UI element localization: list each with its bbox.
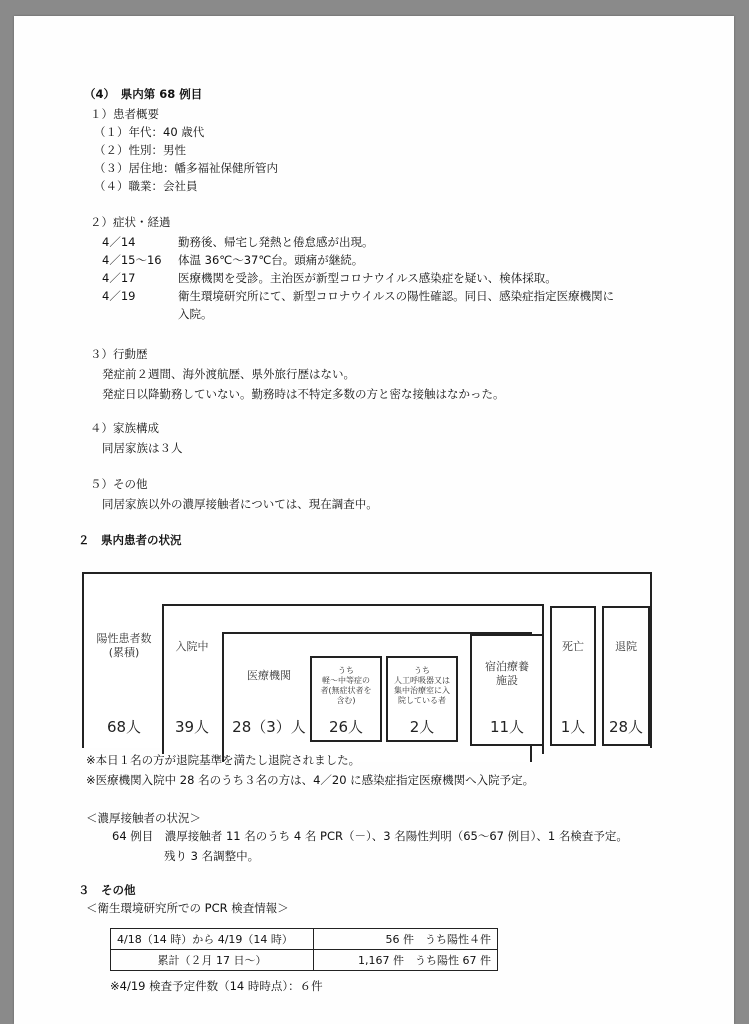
timeline-date: 4／14 [102,235,136,249]
overview-item: （１）年代：40 歳代 [94,125,205,139]
contacts-line: 64 例目 濃厚接触者 11 名のうち 4 名 PCR（－）、3 名陽性判明（65～67 例目）、1 名検査予定。 [112,829,628,843]
severe-label: うち 人工呼吸器又は 集中治療室に入 院している者 [394,666,450,705]
pcr-note: ※4/19 検査予定件数（14 時時点）：６件 [110,979,323,993]
timeline-text: 衛生環境研究所にて、新型コロナウイルスの陽性確認。同日、感染症指定医療機関に [178,289,615,303]
pcr-table [110,928,498,971]
note: ※本日１名の方が退院基準を満たし退院されました。 [86,753,361,767]
overview-title: １）患者概要 [90,107,159,121]
note: ※医療機関入院中 28 名のうち３名の方は、4／20 に感染症指定医療機関へ入院予定。 [86,773,535,787]
mild-value: 26人 [328,718,364,736]
overview-item: （３）居住地：幡多福祉保健所管内 [94,161,278,175]
section3-heading: ３ その他 [78,883,136,897]
discharge-value: 28人 [608,718,644,736]
hosp-value: 39人 [174,718,210,736]
contacts-line: 残り 3 名調整中。 [164,849,260,863]
other-text: 同居家族以外の濃厚接触者については、現在調査中。 [102,497,378,511]
timeline-date: 4／19 [102,289,136,303]
pcr-period: 4/18（14 時）から 4/19（14 時） [111,929,314,950]
timeline-text: 体温 36℃～37℃台。頭痛が継続。 [178,253,364,267]
history-item: 発症前２週間、海外渡航歴、県外旅行歴はない。 [102,367,355,381]
mild-label: うち 軽～中等症の 者(無症状者を 含む) [320,666,372,705]
section2-heading: ２ 県内患者の状況 [78,533,182,547]
pcr-result: 1,167 件 うち陽性 67 件 [314,950,498,971]
med-label: 医療機関 [247,669,291,682]
discharge-label: 退院 [615,640,637,653]
total-label: 陽性患者数 (累積) [96,632,152,659]
death-label: 死亡 [562,640,584,653]
symptoms-title: ２）症状・経過 [90,215,171,229]
hotel-value: 11人 [489,718,525,736]
hotel-label: 宿泊療養 施設 [485,660,529,687]
history-item: 発症日以降勤務していない。勤務時は不特定多数の方と密な接触はなかった。 [102,387,505,401]
timeline-date: 4／17 [102,271,136,285]
contacts-title: ＜濃厚接触者の状況＞ [86,811,201,825]
overview-item: （４）職業：会社員 [94,179,198,193]
other-title: ５）その他 [90,477,148,491]
timeline-text: 医療機関を受診。主治医が新型コロナウイルス感染症を疑い、検体採取。 [178,271,557,285]
family-text: 同居家族は３人 [102,441,183,455]
death-value: 1人 [560,718,586,736]
overview-item: （２）性別：男性 [94,143,186,157]
pcr-period: 累計（２月 17 日～） [111,950,314,971]
case-heading: （4） 県内第 68 例目 [84,87,203,101]
timeline-text-cont: 入院。 [178,307,213,321]
family-title: ４）家族構成 [90,421,159,435]
timeline-text: 勤務後、帰宅し発熱と倦怠感が出現。 [178,235,374,249]
hosp-label: 入院中 [175,640,209,653]
pcr-result: 56 件 うち陽性４件 [314,929,498,950]
med-value: 28（3）人 [232,718,306,736]
total-value: 68人 [106,718,142,736]
table-row [111,950,498,971]
history-title: ３）行動歴 [90,347,148,361]
pcr-subtitle: ＜衛生環境研究所での PCR 検査情報＞ [86,901,289,915]
document-page [14,16,734,1024]
severe-value: 2人 [409,718,435,736]
table-row [111,929,498,950]
timeline-date: 4／15～16 [102,253,162,267]
